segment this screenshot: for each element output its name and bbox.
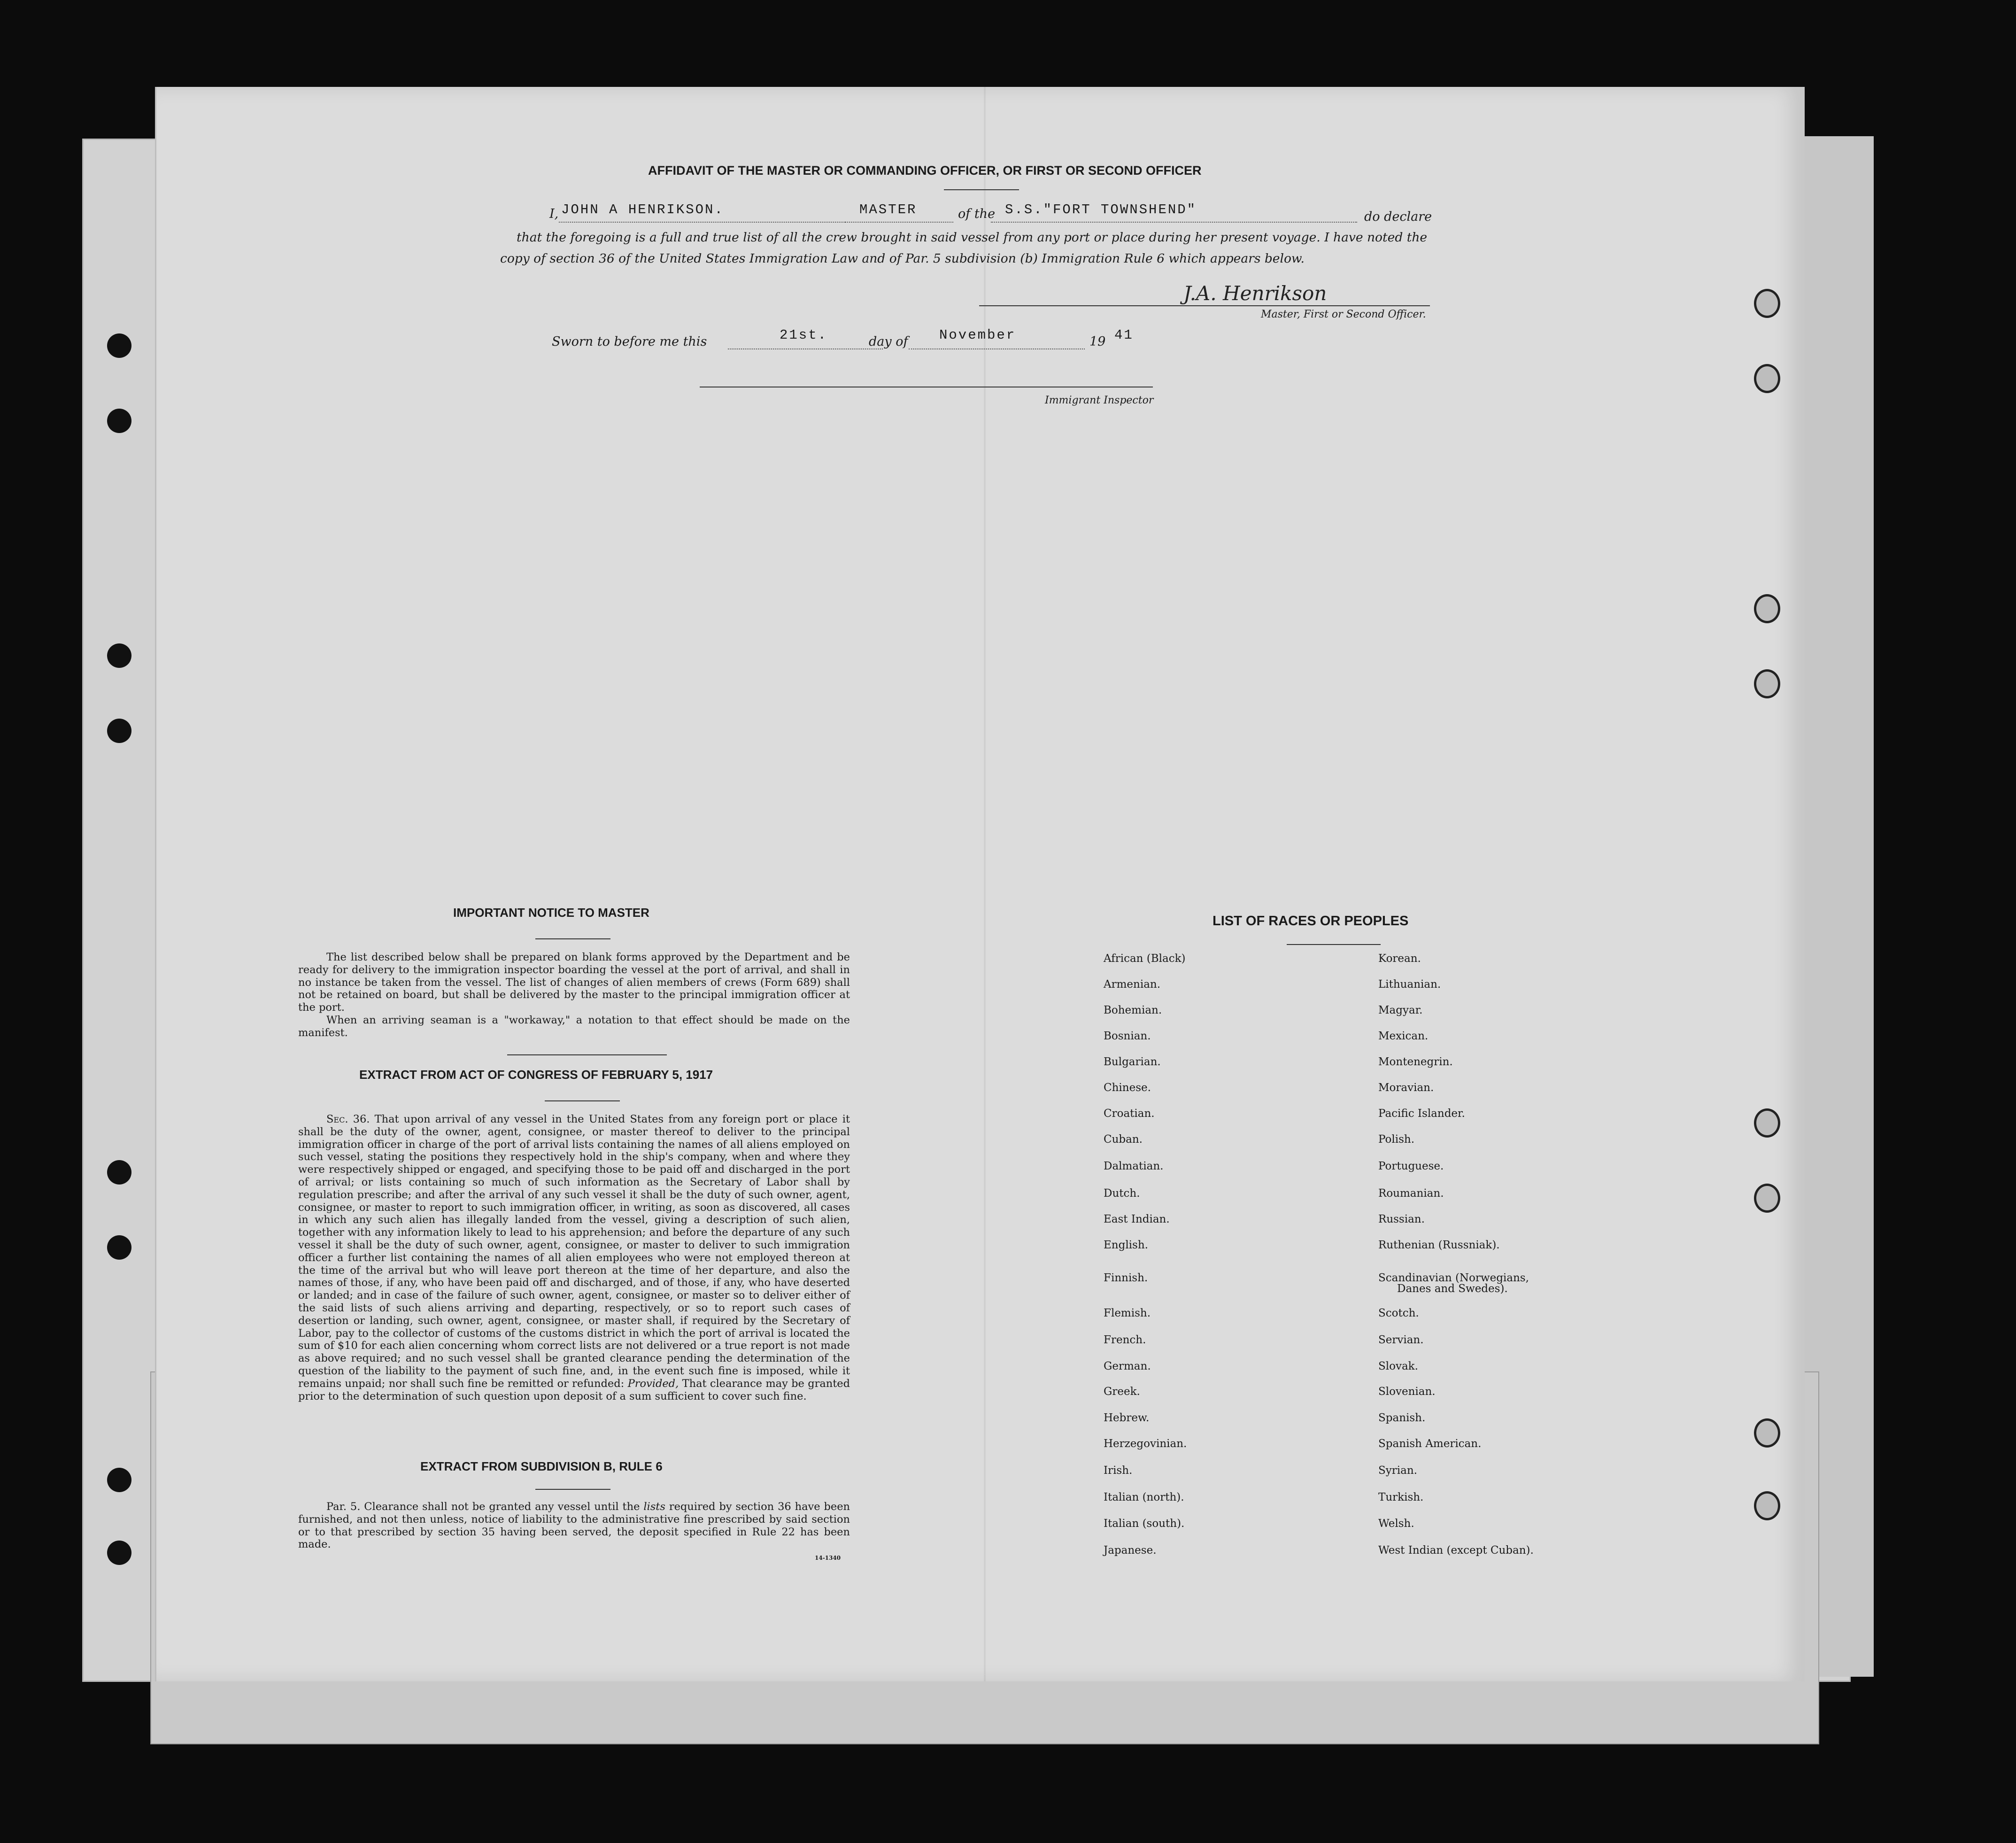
race-item: Moravian. [1378,1082,1434,1094]
notice-end-rule [507,1054,667,1055]
act-extract-body [298,1113,850,1402]
section-36-end: That clearance may be granted prior to the determination of such question upon deposit of a sum sufficient to cover such fine. [298,1377,850,1402]
section-36-text: That upon arrival of any vessel in the United States from any foreign port or place it shall be the duty of the owner, agent, consignee, or master thereof to deliver to the principal immigration officer in charge of the port of arrival lists containing the names of all aliens employed on such vessel, stating the positions they respectively hold in the ship's company, when and where they were respectively shipped or engaged, and specifying those to be paid off and discharged in the port of arrival; or lists containing so much of such information as the Secretary of Labor shall by regulation prescribe; and after the arrival of any such vessel it shall be the duty of such owner, agent, consignee, or master to report to such immigration officer, in writing, as soon as discovered, all cases in which any such alien has illegally landed from the vessel, giving a description of such alien, together with any information likely to lead to his apprehension; and before the departure of any such vessel it shall be the duty of such owner, agent, consignee, or master to deliver to such immigration officer a further list containing the names of all alien employees who were not employed thereon at the time of the arrival but who will leave port thereon at the time of her departure, and also the names of those, if any, who have been paid off and discharged, and of those, if any, who have deserted or landed; and in case of the failure of such owner, agent, consignee, or master so to deliver either of the said lists of such aliens arriving and departing, respectively, or so to report such cases of desertion or landing, such owner, agent, consignee, or master shall, if required by the Secretary of Labor, pay to the collector of customs of the customs district in which the port of arrival is located the sum of $10 for each alien concerning whom correct lists are not delivered or a true report is not made as above required; and no such vessel shall be granted clearance pending the determination of the question of the liability to the payment of such fine, and, in the event such fine is imposed, while it remains unpaid; nor shall such fine be remitted or refunded: [298,1113,850,1390]
signature-line [979,305,1430,306]
race-item: Mexican. [1378,1030,1429,1042]
race-item: Syrian. [1378,1464,1417,1477]
day-line [728,348,883,349]
race-item: Italian (south). [1104,1518,1185,1530]
rule-extract-heading: EXTRACT FROM SUBDIVISION B, RULE 6 [420,1459,663,1473]
binder-hole [107,1235,131,1260]
race-item: Italian (north). [1104,1491,1184,1503]
binder-ring [1754,1184,1780,1213]
race-item: Slovenian. [1378,1386,1436,1398]
race-item: Lithuanian. [1378,978,1441,991]
of-the-label: of the [958,207,996,221]
binder-ring [1754,1491,1780,1520]
inspector-caption: Immigrant Inspector [1045,395,1154,406]
rule-text-b: required by section 36 have been furnished, and not then unless, notice of liability to the administrative fine prescribed by said section or to that prescribed by section 35 having been served, the deposit specified in Rule 22 has been made. [298,1501,850,1551]
form-number: 14-1340 [815,1555,841,1561]
race-item: Turkish. [1378,1491,1424,1503]
race-item: Russian. [1378,1213,1425,1225]
binder-ring [1754,364,1780,393]
rule-extract-body [298,1501,850,1551]
do-declare-label: do declare [1364,209,1432,224]
race-item: Roumanian. [1378,1187,1444,1200]
officer-name: JOHN A HENRIKSON. [561,202,724,217]
race-item: Ruthenian (Russniak). [1378,1239,1500,1251]
year-prefix: 19 [1089,334,1106,349]
provided-label: Provided, [627,1377,679,1390]
vessel-line [991,222,1357,223]
declaration-line-3: copy of section 36 of the United States Immigration Law and of Par. 5 subdivision (b) Immigration Rule 6 which appears below. [500,251,1305,266]
binder-hole [107,643,131,668]
binder-hole [107,1541,131,1565]
race-item: Spanish American. [1378,1438,1482,1450]
year-suffix: 41 [1114,327,1134,343]
race-item: Scandinavian (Norwegians, [1378,1272,1529,1284]
race-item: Welsh. [1378,1518,1414,1530]
vessel-name: S.S."FORT TOWNSHEND" [1005,202,1197,217]
rule-rule [535,1489,610,1490]
act-rule [545,1100,620,1101]
lists-word: lists [643,1501,665,1513]
race-item: Finnish. [1104,1272,1148,1284]
notice-body [298,951,850,1039]
race-item: Slovak. [1378,1360,1418,1372]
binder-ring [1754,594,1780,623]
affidavit-title: AFFIDAVIT OF THE MASTER OR COMMANDING OFFICER, OR FIRST OR SECOND OFFICER [648,163,1202,178]
race-item: French. [1104,1334,1146,1346]
binder-ring [1754,1418,1780,1448]
rank-line [845,222,953,223]
race-item: Irish. [1104,1464,1133,1477]
race-item: Scotch. [1378,1307,1419,1319]
race-item: Korean. [1378,952,1421,965]
binder-hole [107,333,131,358]
race-item: Greek. [1104,1386,1140,1398]
act-extract-heading: EXTRACT FROM ACT OF CONGRESS OF FEBRUARY 5, 1917 [359,1068,713,1082]
race-item: Chinese. [1104,1082,1151,1094]
race-item: West Indian (except Cuban). [1378,1544,1534,1556]
binder-hole [107,1160,131,1185]
sworn-month: November [939,327,1016,343]
race-item: East Indian. [1104,1213,1170,1225]
sworn-day: 21st. [780,327,828,343]
page-fold [984,87,986,1681]
title-rule [944,189,1019,190]
rule-text-a: Par. 5. Clearance shall not be granted any vessel until the [326,1501,640,1513]
i-label: I, [549,207,559,221]
race-item: English. [1104,1239,1148,1251]
month-line [909,348,1085,349]
signature-caption: Master, First or Second Officer. [1261,309,1426,320]
section-label: Sec. 36. [326,1113,370,1125]
notice-paragraph: When an arriving seaman is a "workaway," a notation to that effect should be made on the manifest. [298,1014,850,1039]
race-item: Armenian. [1104,978,1161,991]
race-item: Croatian. [1104,1107,1155,1120]
race-item: Bulgarian. [1104,1056,1161,1068]
race-item: Bosnian. [1104,1030,1151,1042]
notice-paragraph: The list described below shall be prepared on blank forms approved by the Department and be ready for delivery to the immigration inspector boarding the vessel at the port of arrival, and shall in no instance be taken from the vessel. The list of changes of alien members of crews (Form 689) shall not be retained on board, but shall be delivered by the master to the principal immigration officer at the port. [298,951,850,1014]
race-item: Polish. [1378,1133,1415,1146]
race-item-continuation: Danes and Swedes). [1397,1283,1508,1295]
race-item: Spanish. [1378,1412,1426,1424]
master-signature: J.A. Henrikson [1183,282,1327,305]
notice-rule [535,938,610,939]
binder-ring [1754,669,1780,698]
race-item: German. [1104,1360,1151,1372]
race-item: Portuguese. [1378,1160,1444,1172]
race-item: Pacific Islander. [1378,1107,1465,1120]
sworn-label: Sworn to before me this [552,334,707,349]
race-item: Herzegovinian. [1104,1438,1187,1450]
race-item: Dutch. [1104,1187,1140,1200]
race-item: Magyar. [1378,1004,1423,1016]
binder-hole [107,1468,131,1492]
binder-ring [1754,1108,1780,1138]
race-item: Montenegrin. [1378,1056,1453,1068]
race-item: Flemish. [1104,1307,1151,1319]
day-of-label: day of [869,334,908,349]
binder-ring [1754,289,1780,318]
races-heading: LIST OF RACES OR PEOPLES [1213,914,1409,929]
race-item: Dalmatian. [1104,1160,1164,1172]
race-item: Servian. [1378,1334,1424,1346]
binder-hole [107,719,131,743]
race-item: Bohemian. [1104,1004,1162,1016]
race-item: Hebrew. [1104,1412,1150,1424]
officer-name-line [559,222,845,223]
race-item: Japanese. [1104,1544,1157,1556]
races-rule [1287,944,1381,945]
declaration-line-2: that the foregoing is a full and true list of all the crew brought in said vessel from any port or place during her present voyage. I have noted the [517,230,1428,245]
manifest-page [155,87,1805,1681]
binder-hole [107,409,131,433]
rank: MASTER [859,202,917,217]
race-item: African (Black) [1104,952,1186,965]
notice-heading: IMPORTANT NOTICE TO MASTER [453,906,649,920]
race-item: Cuban. [1104,1133,1143,1146]
